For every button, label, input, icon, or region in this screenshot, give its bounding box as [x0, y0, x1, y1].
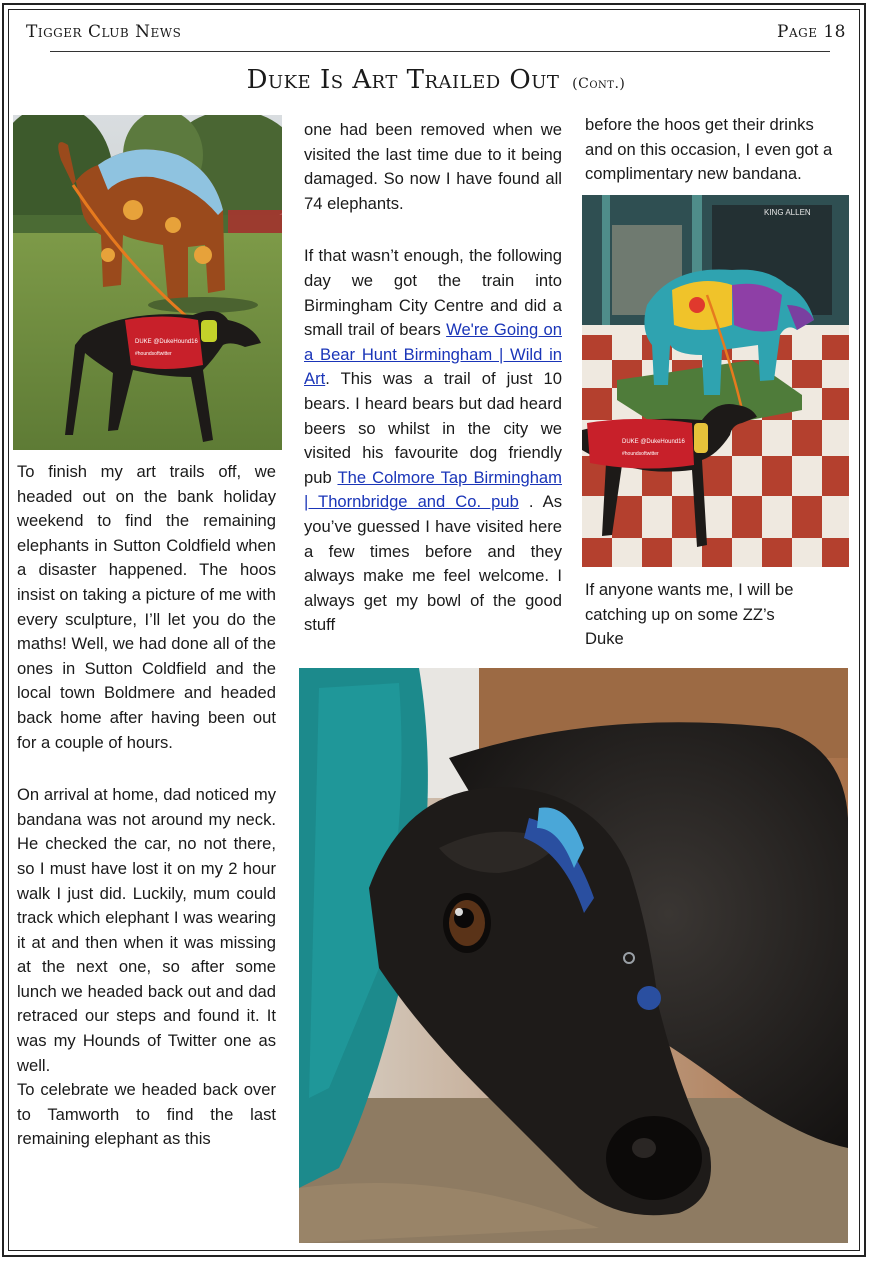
column-2 [304, 118, 562, 638]
col2-text-c: . As you’ve guessed I have visited here a few times before and they always make me feel welcome. I always get my bowl of the good stuff [304, 492, 563, 635]
coat-text-2b: #houndsoftwitter [622, 451, 659, 457]
coat-text-2: DUKE @DukeHound16 [622, 439, 685, 445]
col3-paragraph-1: before the hoos get their drinks and on this occasion, I even got a complimentary new bandana. [585, 115, 833, 184]
coat-text-1: DUKE @DukeHound16 [135, 339, 198, 345]
colmore-tap-link[interactable]: The Colmore Tap Birmingham | Thornbridge and Co. pub [304, 467, 562, 512]
bear-hunt-link[interactable]: We're Going on a Bear Hunt Birmingham | Wild in Art [304, 320, 562, 389]
col1-paragraph-2: On arrival at home, dad noticed my bandana was not around my neck. He checked the car, no not there, so I must have lost it on my 2 hour walk I just did. Luckily, mum could track which elephant I was wearing it at and then when it was missing at the next one, so after some lunch we headed back out and dad retraced our steps and found it. It was my Hounds of Twitter one as well. [17, 785, 276, 1075]
article-title-text: Duke Is Art Trailed Out [246, 65, 560, 95]
article-title-suffix: (Cont.) [572, 76, 626, 92]
coat-text-1b: #houndsoftwitter [135, 351, 172, 357]
col2-text-a: If that wasn’t enough, the following day we got the train into Birmingham City Centre and did a small trail of bears [304, 246, 562, 340]
article-title [0, 65, 872, 95]
col2-text-b: . This was a trail of just 10 bears. I heard bears but dad heard beers so whilst in the city we visited his favourite dog friendly pub [304, 369, 562, 487]
col1-paragraph-3: To celebrate we headed back over to Tamworth to find the last remaining elephant as this [17, 1080, 276, 1149]
col3-paragraph-2: If anyone wants me, I will be catching up on some ZZ’s [585, 580, 794, 624]
signature: Duke [585, 629, 624, 649]
col2-paragraph-2 [304, 244, 562, 638]
col2-paragraph-1: one had been removed when we visited the last time due to it being damaged. So now I have found all 74 elephants. [304, 120, 562, 213]
photo-elephant-sculpture [13, 115, 282, 450]
newsletter-name: Tigger Club News [26, 22, 182, 42]
column-1 [17, 460, 276, 1152]
col1-paragraph-1: To finish my art trails off, we headed out on the bank holiday weekend to find the remaining elephants in Sutton Coldfield when a disaster happened. The hoos insist on taking a picture of me with every sculpture, I’ll let you do the maths! Well, we had done all of the ones in Sutton Coldfield and the local town Boldmere and headed back home after having been out for a couple of hours. [17, 462, 276, 752]
header-divider [50, 51, 830, 52]
shop-sign-text: KING ALLEN [764, 208, 811, 217]
column-3-top [585, 113, 845, 187]
page-number: Page 18 [777, 22, 846, 42]
photo-greyhound-closeup [299, 668, 848, 1243]
column-3-bottom [585, 578, 847, 652]
photo-bear-sculpture [582, 195, 849, 567]
